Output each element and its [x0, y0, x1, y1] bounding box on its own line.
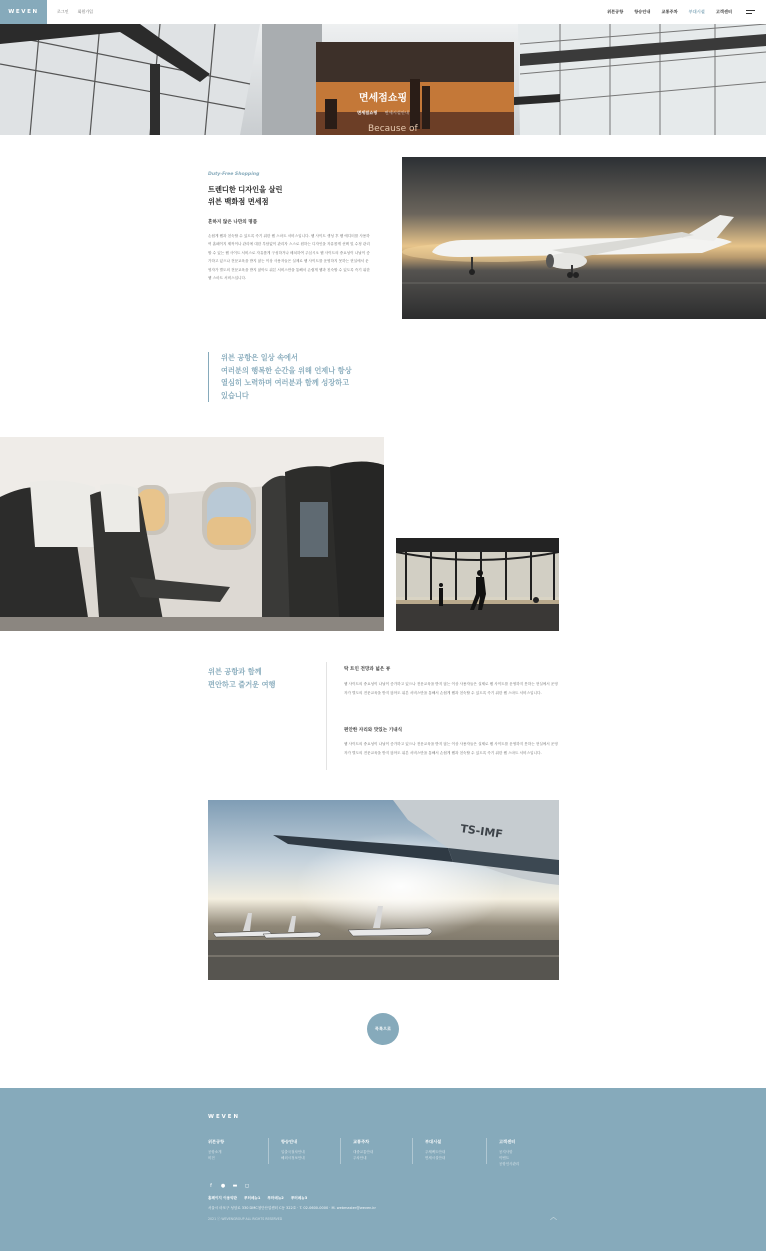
- airplane-sunset-image: [402, 157, 766, 319]
- nav-item-support[interactable]: 고객센터: [715, 9, 732, 14]
- footer-copyright: 2021 ⓒ WEVENGROUP ALL RIGHTS RESERVED: [208, 1217, 283, 1221]
- footer-menu-link[interactable]: 푸터메뉴1: [244, 1196, 261, 1200]
- quote-line: 여러분의 행복한 순간을 위해 언제나 항상: [221, 365, 352, 375]
- intro-subtitle: 흔하지 않은 나만의 명품: [208, 220, 258, 225]
- nav-item-facilities[interactable]: 부대시설: [688, 9, 705, 14]
- footer-link[interactable]: 대중교통안내: [353, 1150, 374, 1154]
- footer-column-title[interactable]: 항승안내: [281, 1139, 298, 1144]
- breadcrumb-current[interactable]: 면세점쇼핑: [357, 110, 378, 115]
- breadcrumb-next[interactable]: 면세시설안내: [384, 110, 409, 115]
- hero-title: 면세점쇼핑: [358, 93, 408, 104]
- sns-links: [208, 1183, 250, 1189]
- footer-link[interactable]: 공지사항: [499, 1150, 513, 1154]
- hero-banner: [0, 24, 766, 135]
- footer-link[interactable]: 주체팩트안내: [425, 1150, 446, 1154]
- footer-link[interactable]: 입출국절차안내: [281, 1150, 305, 1154]
- footer-column: [425, 1139, 495, 1161]
- login-link[interactable]: 로그인: [57, 9, 69, 14]
- footer-link[interactable]: 공항인사관리: [499, 1162, 520, 1166]
- site-header: [0, 0, 766, 24]
- nav-item-airport[interactable]: 위븐공항: [607, 9, 624, 14]
- terminal-ceiling-image: [0, 24, 766, 135]
- instagram-icon[interactable]: ◻: [244, 1183, 250, 1189]
- kakao-icon[interactable]: ●: [220, 1183, 226, 1189]
- feature-body: 웹 사이트의 중요성이 나날이 증가하고 있으나 전문교육을 받지 않는 이상 사용자들은 실제로 웹 사이트를 운영하지 못하는 현실에서 운영자가 별도의 전문교육을 받지 않아도 위븐 서비스만을 통해서 손쉽게 웹과 친숙할 수 있도록 즉기 위한 웹 스마트 서비스입니다.: [344, 742, 558, 755]
- airplane-wing-image: [208, 800, 559, 980]
- site-logo[interactable]: WEVEN: [0, 0, 47, 24]
- plane-tail-text: TS-IMF: [459, 822, 504, 841]
- utility-menu: [57, 9, 93, 15]
- footer-column: [499, 1139, 569, 1167]
- footer-column-title[interactable]: 부대시설: [425, 1139, 442, 1144]
- talk-icon[interactable]: ▬: [232, 1183, 238, 1189]
- scroll-top-chevron-icon[interactable]: ︿: [550, 1213, 557, 1221]
- nav-item-transport[interactable]: 교통주차: [661, 9, 678, 14]
- terms-link[interactable]: 홈페이지 이용약관: [208, 1196, 238, 1200]
- back-to-list-button[interactable]: 목록으로: [367, 1013, 399, 1045]
- footer-link[interactable]: 해외시정보안내: [281, 1156, 305, 1160]
- footer-link[interactable]: 주차안내: [353, 1156, 367, 1160]
- feature-body: 웹 사이트의 중요성이 나날이 증가하고 있으나 전문교육을 받지 않는 이상 사용자들은 실제로 웹 사이트를 운영하지 못하는 현실에서 운영자가 별도의 전문교육을 받지 않아도 위븐 서비스만을 통해서 손쉽게 웹과 친숙할 수 있도록 즉기 위한 웹 스마트 서비스입니다.: [344, 682, 558, 695]
- feature-heading: 탁 트인 전망과 넓은 뷰: [344, 667, 391, 672]
- quote-block: [208, 352, 378, 402]
- feature-heading: 편안한 자리와 맛있는 기내식: [344, 728, 403, 733]
- intro-title: [208, 184, 282, 208]
- intro-title-line1: 트렌디한 디자인을 살린: [208, 185, 283, 194]
- facebook-icon[interactable]: f: [210, 1183, 212, 1189]
- terminal-traveler-image: [396, 538, 559, 631]
- footer-divider: [340, 1138, 341, 1164]
- footer-menu-link[interactable]: 푸터메뉴2: [267, 1196, 284, 1200]
- site-footer: [0, 1088, 766, 1251]
- intro-kicker: Duty-Free Shopping: [208, 172, 260, 177]
- hero-sign-text: Because of: [368, 124, 418, 134]
- footer-link[interactable]: 공항소개: [208, 1150, 222, 1154]
- footer-link[interactable]: 이벤트: [499, 1156, 510, 1160]
- quote-line: 있습니다: [221, 390, 249, 400]
- footer-column-title[interactable]: 위븐공항: [208, 1139, 225, 1144]
- footer-divider: [268, 1138, 269, 1164]
- intro-body: 손쉽게 웹과 친숙할 수 있도록 즉기 위한 웹 스마트 서비스입니다. 웹 사이트 생성 후 웹 에디터를 사용하여 홈페이지 제작이나 관리에 대한 부담없이 관리자 스스로 원하는 디자인을 자유롭게 선택 및 수정 관리할 수 있는 웹 사이트 서비스로 자유롭게 구성하거나 배치하여 주십시오 웹 사이트의 중요성이 나날이 증가하고 있으나 전문교육을 받지 않는 이상 사용자들은 실제로 웹 사이트를 운영하지 못하는 현실에서 운영자가 별도의 전문교육을 받지 않아도 위븐 서비스만을 통해서 손쉽게 웹과 친숙할 수 있도록 즉기 위한 웹 스마트 서비스입니다.: [208, 234, 370, 281]
- footer-policy-links: [208, 1196, 307, 1201]
- intro-title-line2: 위븐 백화점 면세점: [208, 197, 269, 206]
- footer-logo[interactable]: WEVEN: [208, 1114, 240, 1120]
- signup-link[interactable]: 회원가입: [77, 9, 94, 14]
- footer-link[interactable]: 비전: [208, 1156, 215, 1160]
- quote-line: 열심히 노력하며 여러분과 함께 성장하고: [221, 378, 350, 387]
- trip-title: [208, 666, 276, 691]
- footer-column-title[interactable]: 고객센터: [499, 1139, 516, 1144]
- airplane-cabin-image: [0, 437, 384, 631]
- footer-divider: [486, 1138, 487, 1164]
- footer-column-title[interactable]: 교통주차: [353, 1139, 370, 1144]
- footer-menu-link[interactable]: 푸터메뉴3: [290, 1196, 308, 1200]
- main-nav: [607, 9, 732, 15]
- footer-divider: [412, 1138, 413, 1164]
- nav-item-boarding[interactable]: 항승안내: [634, 9, 651, 14]
- trip-title-line2: 편안하고 즐거운 여행: [208, 679, 276, 689]
- quote-line: 위븐 공항은 일상 속에서: [221, 353, 298, 362]
- trip-title-line1: 위븐 공항과 함께: [208, 667, 262, 676]
- footer-address: 서울시 마포구 성암로 330 DMC첨단산업센터 C동 322호 · T. 02-0600-0000 · M. webmaster@weven.kr: [208, 1206, 376, 1210]
- hamburger-menu-icon[interactable]: [746, 10, 755, 14]
- section-divider: [326, 662, 327, 770]
- hero-breadcrumb: [0, 110, 766, 116]
- footer-link[interactable]: 면세시설안내: [425, 1156, 446, 1160]
